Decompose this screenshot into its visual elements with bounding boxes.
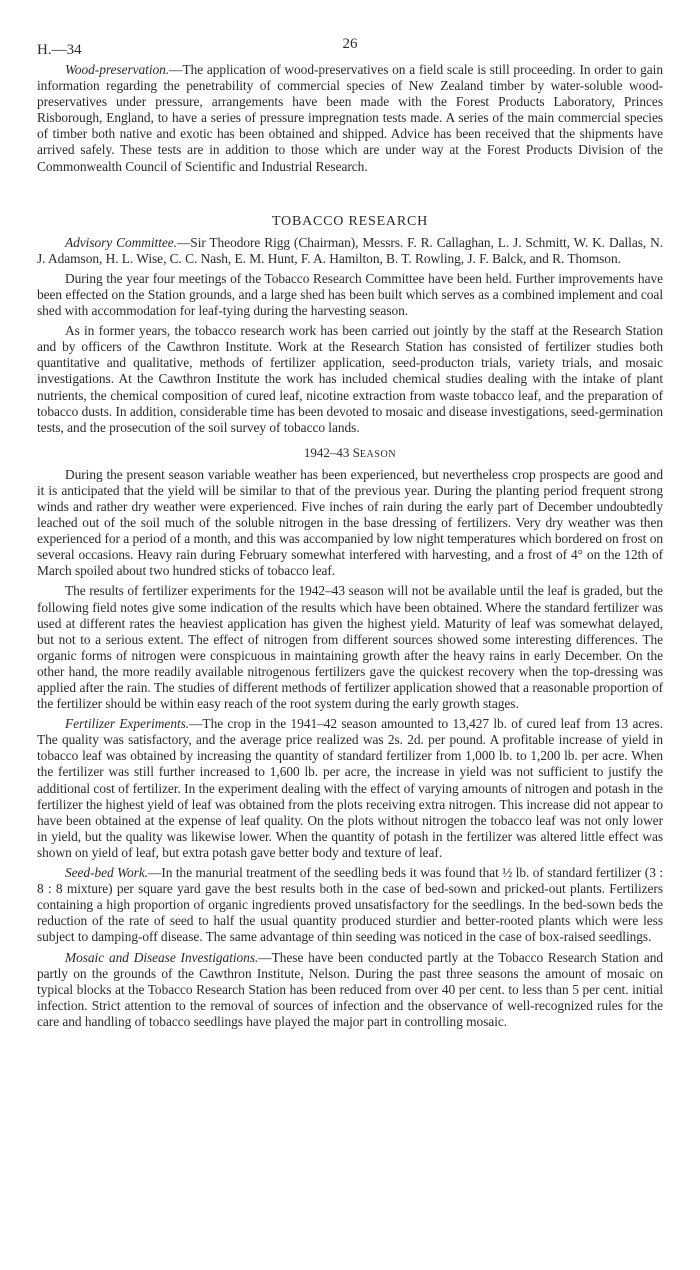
season-weather-paragraph: During the present season variable weather has been experienced, but nevertheless crop prospects are good and it is anticipated that the yield will be similar to that of the previous year. During the planting period frequent strong winds and rather dry weather were experienced. Five inches of rain during the early part of December undoubtedly leached out of the soil much of the soluble nitrogen in the base dressing of fertilizers. Very dry weather was then experienced for a period of a month, and this was accompanied by low night temperatures which bordered on frost on several occasions. Heavy rain during February somewhat interfered with harvesting, and a frost of 4° on the 12th of March spoiled about two hundred sticks of tobacco leaf. — [37, 466, 663, 579]
fertilizer-experiments-lead: Fertilizer Experiments. — [65, 716, 190, 732]
seed-bed-work-text: —In the manurial treatment of the seedling beds it was found that ½ lb. of standard fertilizer (3 : 8 : 8 mixture) per square yard gave the best results both in the case of bed-sown and pricked-out plants. Fertilizers containing a high proportion of organic ingredients proved unsatisfactory for the seedlings. In the bed-sown beds the reduction of the rate of seed to half the usual quantity produced sturdier and better-rooted plants which were less subject to damping-off disease. The same advantage of thin seeding was noticed in the case of box-raised seedlings. — [37, 865, 663, 945]
advisory-committee-lead: Advisory Committee. — [65, 234, 177, 250]
fertilizer-results-paragraph: The results of fertilizer experiments for the 1942–43 season will not be available until the leaf is graded, but the following field notes give some indication of the results which have been obtained. Where the standard fertilizer was used at different rates the heaviest application has given the highest yield. Maturity of leaf was somewhat delayed, but not to a serious extent. The effect of nitrogen from different sources showed some interesting differences. The organic forms of nitrogen were conspicuous in maintaining growth after the heavy rains in early December. On the other hand, the more readily available nitrogenous fertilizers gave the quickest recovery when the top-dressing was applied after the rain. The studies of different methods of fertilizer application showed that a reasonable proportion of the fertilizer should be within easy reach of the root system during the early growth stages. — [37, 583, 663, 712]
mosaic-investigations-paragraph — [37, 950, 663, 1030]
research-work-paragraph: As in former years, the tobacco research work has been carried out jointly by the staff at the Research Station and by officers of the Cawthron Institute. Work at the Research Station has consisted of fertilizer studies both quantitative and qualitative, methods of fertilizer application, seed-producton trials, variety trials, and mosaic investigations. At the Cawthron Institute the work has included chemical studies dealing with the intake of plant nutrients, the chemical composition of cured leaf, nicotine extraction from waste tobacco leaf, and the preparation of tobacco dusts. In addition, considerable time has been devoted to mosaic and disease investigations, seed-germination tests, and the prosecution of the soil survey of tobacco lands. — [37, 323, 663, 435]
document-page — [37, 36, 663, 1030]
section-title-tobacco-research: TOBACCO RESEARCH — [271, 213, 429, 229]
wood-preservation-lead: Wood-preservation. — [65, 62, 170, 77]
wood-preservation-text: —The application of wood-preservatives on a field scale is still proceeding. In order to gain information regarding the penetrability of commercial species of New Zealand timber by water-soluble wood-preservatives under pressure, arrangements have been made with the Forest Products Laboratory, Princes Risborough, England, to have a series of pressure impregnation tests made. A series of the main commercial species of timber both native and exotic has been obtained and shipped. Advice has been received that the shipments have arrived safely. These tests are in addition to those which are under way at the Forest Products Division of the Commonwealth Council of Scientific and Industrial Research. — [37, 62, 663, 174]
page-number: 26 — [342, 36, 358, 52]
advisory-committee-paragraph — [37, 235, 663, 267]
mosaic-investigations-lead: Mosaic and Disease Investigations. — [65, 949, 259, 965]
fertilizer-experiments-text: —The crop in the 1941–42 season amounted to 13,427 lb. of cured leaf from 13 acres. The quality was satisfactory, and the average price realized was 2s. 2d. per pound. A profitable increase of yield in tobacco leaf was obtained by increasing the quantity of standard fertilizer from 1,000 lb. to 1,200 lb. per acre. When the fertilizer was still further increased to 1,600 lb. per acre, the increase in yield was not sufficient to justify the additional cost of fertilizer. In the experiment dealing with the effect of varying amounts of nitrogen and potash in the fertilizer the highest yield of leaf was obtained from the plots receiving extra nitrogen. This increase did not appear to have been obtained at the expense of leaf quality. On the plots without nitrogen the tobacco leaf was not only lower in yield, but the quality was likewise lower. When the quantity of potash in the fertilizer was altered little effect was shown on yield of leaf, but extra potash gave better body and texture of leaf. — [37, 716, 663, 860]
page-header — [37, 36, 663, 62]
season-heading — [37, 444, 663, 463]
mosaic-investigations-text: —These have been conducted partly at the Tobacco Research Station and partly on the grounds of the Cawthron Institute, Nelson. During the past three seasons the amount of mosaic on typical blocks at the Tobacco Research Station has been reduced from over 40 per cent. to less than 5 per cent. initial infection. Strict attention to the removal of sources of infection and the observance of well-recognized rules for the care and handling of tobacco seedlings have played the major part in controlling mosaic. — [37, 949, 664, 1029]
seed-bed-work-paragraph — [37, 865, 663, 945]
report-reference: H.—34 — [37, 42, 82, 58]
advisory-committee-text: —Sir Theodore Rigg (Chairman), Messrs. F. R. Callaghan, L. J. Schmitt, W. K. Dallas, N. J. Adamson, H. L. Wise, C. C. Nash, E. M. Hunt, F. A. Hamilton, B. T. Rowling, J. F. Balck, and R. Thomson. — [37, 234, 663, 266]
season-heading-year: 1942–43 S — [303, 444, 360, 460]
seed-bed-work-lead: Seed-bed Work. — [65, 865, 149, 881]
wood-preservation-paragraph — [37, 62, 663, 175]
fertilizer-experiments-paragraph — [37, 716, 663, 861]
season-heading-small-caps: EASON — [359, 448, 397, 460]
meetings-paragraph: During the year four meetings of the Tobacco Research Committee have been held. Further improvements have been effected on the Station grounds, and a large shed has been built which serves as a combined implement and coal shed with accommodation for leaf-tying during the harvesting season. — [37, 270, 663, 319]
